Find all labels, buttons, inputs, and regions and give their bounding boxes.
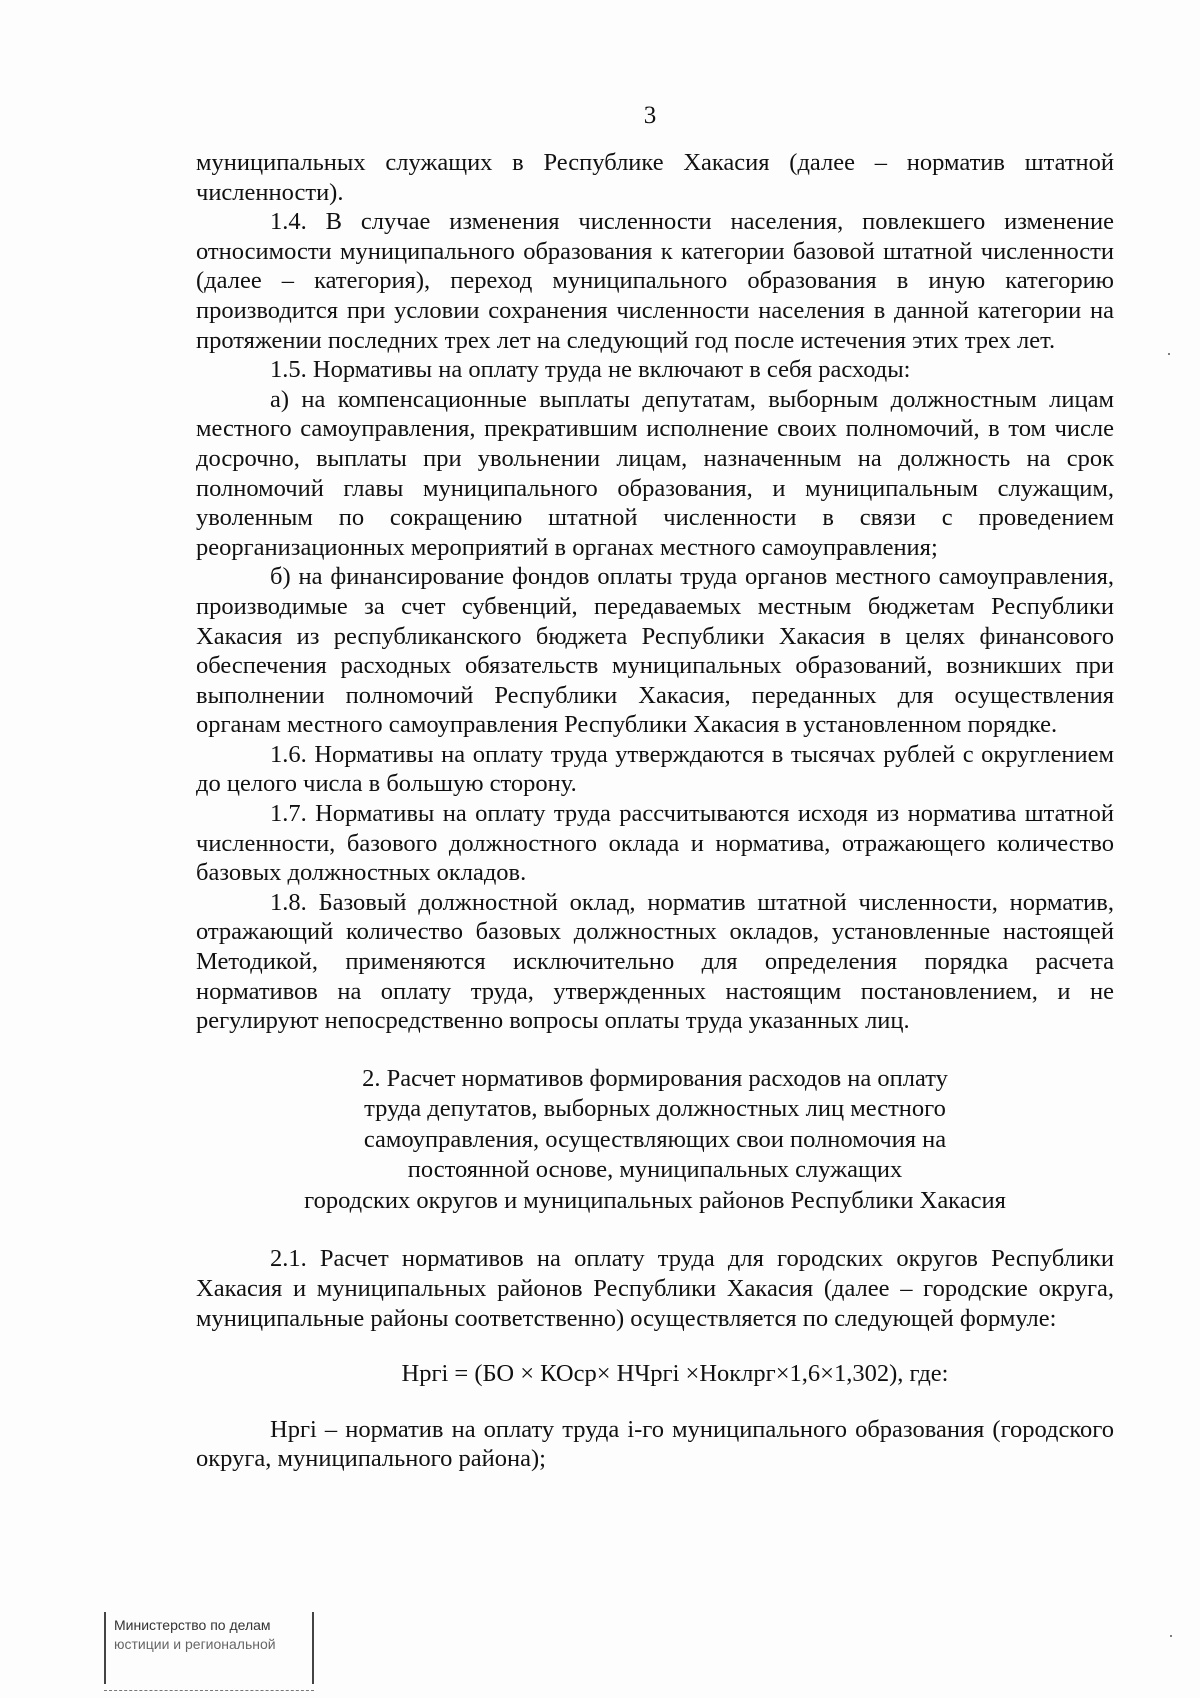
heading-line: труда депутатов, выборных должностных лиц местного (364, 1095, 946, 1123)
paragraph-2-1: 2.1. Расчет нормативов на оплату труда для городских округов Республики Хакасия и муниципальных районов Республики Хакасия (далее – городские округа, муниципальные районы соответственно) осуществляется по следующей формуле: (196, 1245, 1114, 1332)
scan-speck (1168, 353, 1170, 355)
ministry-stamp (104, 1612, 314, 1684)
section-2-heading (196, 1064, 1114, 1217)
paragraph-1-8: 1.8. Базовый должностной оклад, норматив штатной численности, норматив, отражающий количество базовых должностных окладов, установленные настоящей Методикой, применяются исключительно для определения порядка расчета нормативов на оплату труда, утвержденных настоящим постановлением, и не регулируют непосредственно вопросы оплаты труда указанных лиц. (196, 888, 1114, 1035)
paragraph-1-4: 1.4. В случае изменения численности населения, повлекшего изменение относимости муниципального образования к категории базовой штатной численности (далее – категория), переход муниципального образования в иную категорию производится при условии сохранения численности населения в данной категории на протяжении последних трех лет на следующий год после истечения этих трех лет. (196, 208, 1114, 354)
paragraph-1-5: 1.5. Нормативы на оплату труда не включают в себя расходы: (270, 356, 911, 384)
heading-line: 2. Расчет нормативов формирования расходов на оплату (362, 1064, 948, 1092)
paragraph-1-5-b: б) на финансирование фондов оплаты труда органов местного самоуправления, производимые за счет субвенций, передаваемых местным бюджетам Республики Хакасия из республиканского бюджета Республики Хакасия в целях финансового обеспечения расходных обязательств муниципальных образований, возникших при выполнении полномочий Республики Хакасия, переданных для осуществления органам местного самоуправления Республики Хакасия в установленном порядке. (196, 563, 1114, 739)
heading-line: самоуправления, осуществляющих свои полномочия на (363, 1125, 947, 1153)
heading-line: городских округов и муниципальных районов Республики Хакасия (304, 1186, 1006, 1214)
stamp-border (104, 1690, 314, 1691)
paragraph-1-6: 1.6. Нормативы на оплату труда утверждаются в тысячах рублей с округлением до целого числа в большую сторону. (196, 740, 1114, 798)
page-number: 3 (643, 102, 657, 129)
paragraph-1-5-a: а) на компенсационные выплаты депутатам, выборным должностным лицам местного самоуправления, прекратившим исполнение своих полномочий, в том числе досрочно, выплаты при увольнении лицам, назначенным на должность на срок полномочий главы муниципального образования, и муниципальным служащим, уволенным по сокращению штатной численности в связи с проведением реорганизационных мероприятий в органах местного самоуправления; (196, 385, 1114, 561)
stamp-line: юстиции и региональной (114, 1636, 276, 1652)
paragraph-definition: Нргi – норматив на оплату труда i-го муниципального образования (городского округа, муниципального района); (196, 1415, 1114, 1473)
scan-speck (1170, 1635, 1172, 1637)
paragraph-1-7: 1.7. Нормативы на оплату труда рассчитываются исходя из норматива штатной численности, базового должностного оклада и норматива, отражающего количество базовых должностных окладов. (196, 800, 1114, 887)
stamp-line: Министерство по делам (114, 1617, 271, 1633)
formula: Нргi = (БО × КОср× НЧргi ×Ноклрг×1,6×1,302), где: (401, 1360, 949, 1388)
heading-line: постоянной основе, муниципальных служащих (407, 1156, 903, 1184)
document-body (196, 148, 1114, 1474)
paragraph-continuation: муниципальных служащих в Республике Хакасия (далее – норматив штатной численности). (196, 149, 1114, 206)
